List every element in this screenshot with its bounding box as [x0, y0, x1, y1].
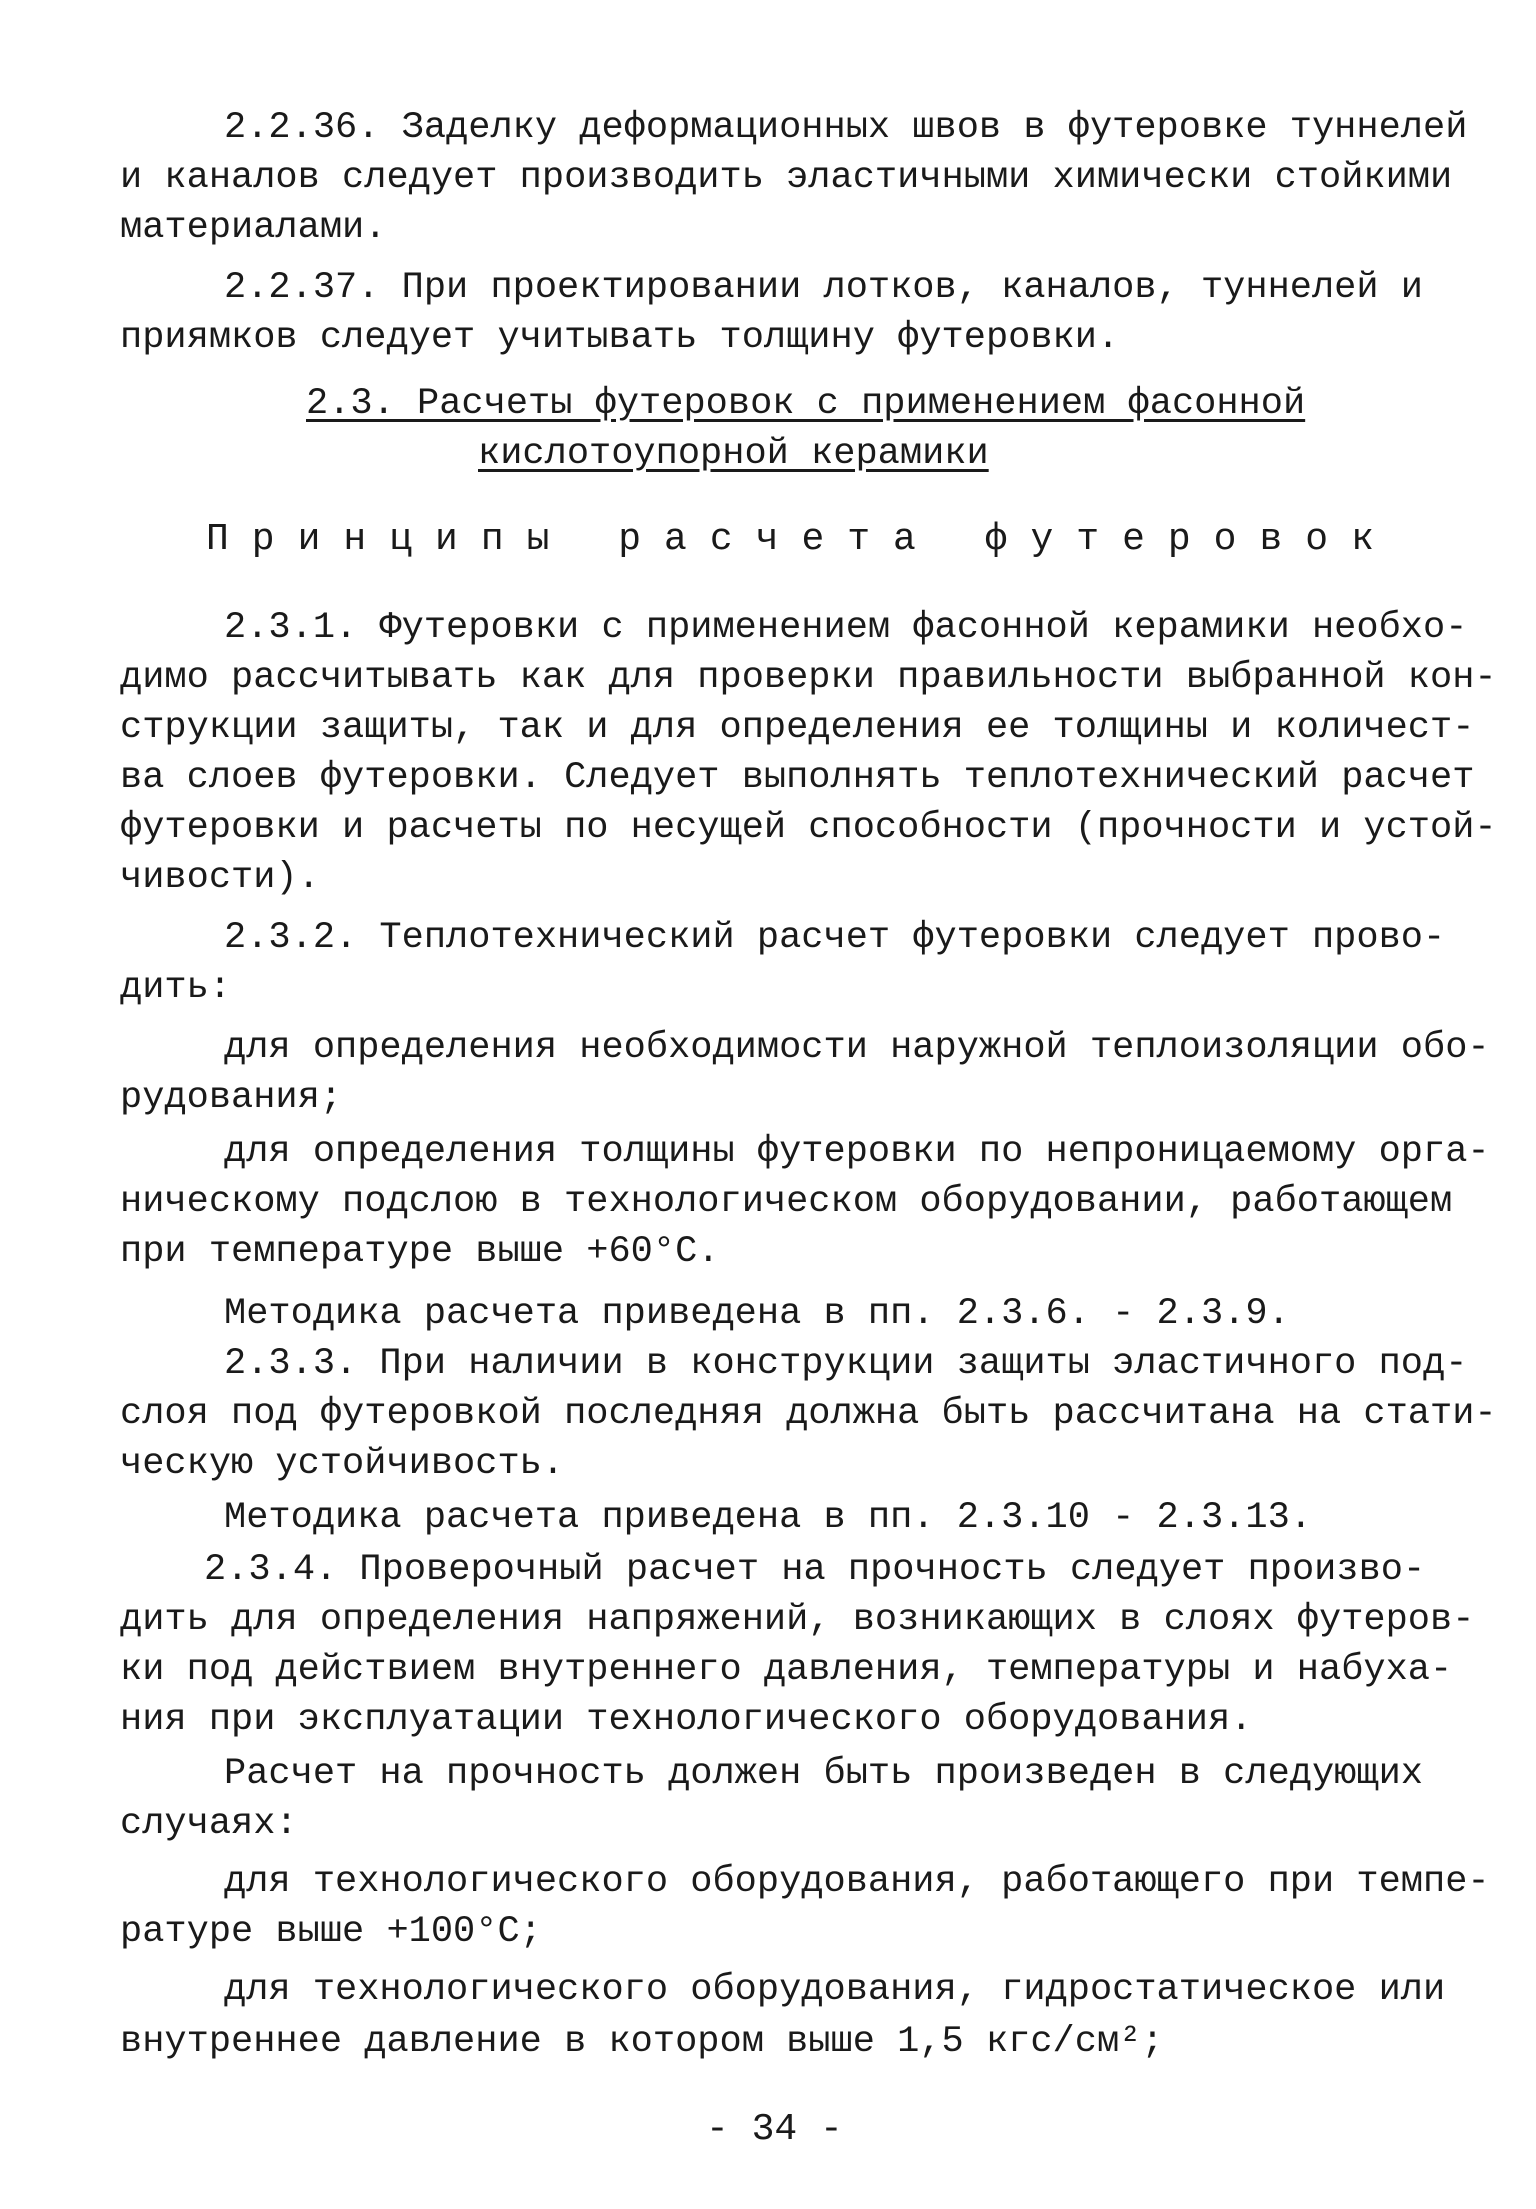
- text-line: случаях:: [120, 1803, 298, 1845]
- text-line: 2.3.1. Футеровки с применением фасонной керамики необхо-: [224, 607, 1468, 649]
- text-line: слоя под футеровкой последняя должна быть рассчитана на стати-: [120, 1393, 1497, 1435]
- subheading: Принципы расчета футеровок: [206, 518, 1397, 561]
- text-line: 2.2.36. Заделку деформационных швов в футеровке туннелей: [224, 107, 1468, 149]
- text-line: чивости).: [120, 857, 320, 899]
- text-line: струкции защиты, так и для определения ее толщины и количест-: [120, 707, 1475, 749]
- text-line: ва слоев футеровки. Следует выполнять теплотехнический расчет: [120, 757, 1475, 799]
- section-heading: 2.3. Расчеты футеровок с применением фасонной: [306, 383, 1306, 425]
- text-line: 2.3.2. Теплотехнический расчет футеровки следует прово-: [224, 917, 1446, 959]
- text-line: для определения толщины футеровки по непроницаемому орга-: [224, 1131, 1490, 1173]
- text-line: для технологического оборудования, гидростатическое или: [224, 1969, 1446, 2011]
- text-line: ния при эксплуатации технологического оборудования.: [120, 1699, 1253, 1741]
- text-line: 2.3.3. При наличии в конструкции защиты эластичного под-: [224, 1343, 1468, 1385]
- text-line: дить для определения напряжений, возникающих в слоях футеров-: [120, 1599, 1475, 1641]
- text-line: футеровки и расчеты по несущей способности (прочности и устой-: [120, 807, 1497, 849]
- page-number: - 34 -: [706, 2108, 843, 2151]
- text-line: рудования;: [120, 1077, 343, 1119]
- text-line: Методика расчета приведена в пп. 2.3.6. - 2.3.9.: [224, 1293, 1290, 1335]
- text-line: 2.3.4. Проверочный расчет на прочность следует произво-: [204, 1549, 1426, 1591]
- text-line: для определения необходимости наружной теплоизоляции обо-: [224, 1027, 1490, 1069]
- text-line: для технологического оборудования, работающего при темпе-: [224, 1861, 1490, 1903]
- section-heading-continued: кислотоупорной керамики: [478, 433, 989, 475]
- text-line: дить:: [120, 967, 232, 1009]
- text-line: внутреннее давление в котором выше 1,5 кгс/см²;: [120, 2021, 1164, 2063]
- text-line: приямков следует учитывать толщину футеровки.: [120, 317, 1120, 359]
- text-line: 2.2.37. При проектировании лотков, каналов, туннелей и: [224, 267, 1423, 309]
- text-line: материалами.: [120, 207, 387, 249]
- text-line: ническому подслою в технологическом оборудовании, работающем: [120, 1181, 1453, 1223]
- text-line: и каналов следует производить эластичными химически стойкими: [120, 157, 1453, 199]
- text-line: Методика расчета приведена в пп. 2.3.10 - 2.3.13.: [224, 1497, 1312, 1539]
- text-line: ки под действием внутреннего давления, температуры и набуха-: [120, 1649, 1453, 1691]
- text-line: при температуре выше +60°С.: [120, 1231, 720, 1273]
- text-line: Расчет на прочность должен быть произведен в следующих: [224, 1753, 1423, 1795]
- text-line: ратуре выше +100°С;: [120, 1911, 542, 1953]
- text-line: димо рассчитывать как для проверки правильности выбранной кон-: [120, 657, 1497, 699]
- text-line: ческую устойчивость.: [120, 1443, 565, 1485]
